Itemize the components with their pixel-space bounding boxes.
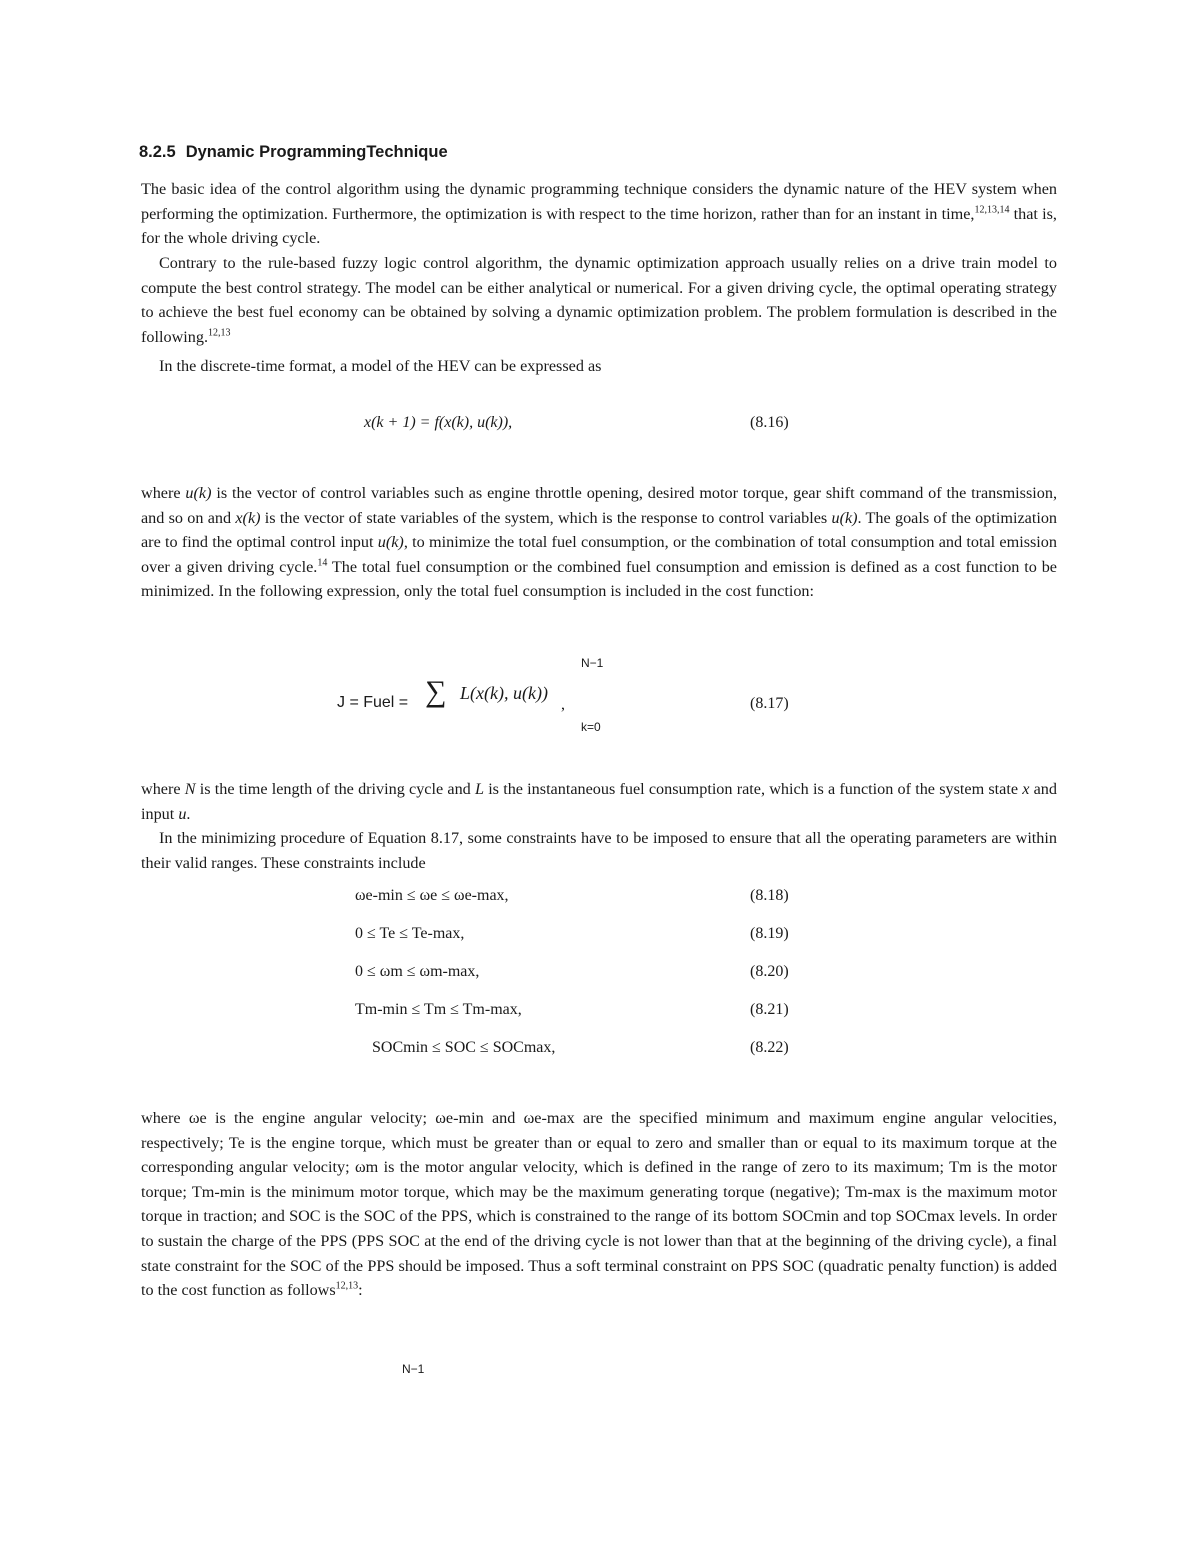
paragraph-constraints: In the minimizing procedure of Equation 8.17, some constraints have to be imposed to ensure that all the operating parameters are within their valid ranges. These constraints include — [141, 829, 1057, 872]
variable: u — [178, 804, 187, 823]
citation: 14 — [317, 557, 328, 569]
section-number: 8.2.5 — [139, 143, 176, 161]
text: where ωe is the engine angular velocity; ωe-min and ωe-max are the specified minimum and maximum engine angular velocities, respectively; Te is the engine torque, which must be greater than or equal to zero and smaller than or equal to its maximum torque at the corresponding angular velocity; ωm is the motor angular velocity, which is defined in the range of zero to its maximum; Tm is the motor torque; Tm-min is the minimum motor torque, which may be the maximum generating torque (negative); Tm-max is the maximum motor torque in traction; and SOC is the SOC of the PPS, which is constrained to the range of its bottom SOCmin and top SOCmax levels. In order to sustain the charge of the PPS (PPS SOC at the end of the driving cycle is not lower than that at the beginning of the driving cycle), a final state constraint for the SOC of the PPS should be imposed. Thus a soft terminal constraint on PPS SOC (quadratic penalty function) is added to the cost function as follows — [141, 1109, 1057, 1300]
sum-upper-limit: N−1 — [402, 1362, 425, 1376]
equation-number: (8.21) — [750, 1001, 789, 1018]
paragraph-where-n — [141, 777, 1057, 826]
citation: 12,13,14 — [974, 204, 1010, 216]
paragraph-discrete: In the discrete-time format, a model of the HEV can be expressed as — [159, 357, 602, 375]
variable: u(k) — [831, 508, 858, 527]
paragraph-contrary — [141, 251, 1057, 349]
text: : — [358, 1281, 363, 1300]
summation-symbol: ∑ — [425, 675, 447, 708]
variable: u(k) — [377, 533, 404, 552]
text: and input — [141, 780, 1057, 823]
text: where — [141, 484, 186, 502]
paragraph-where-omega — [141, 1106, 1057, 1303]
equation-number: (8.18) — [750, 887, 789, 904]
sum-upper-limit: N−1 — [581, 656, 604, 670]
equation-number: (8.19) — [750, 925, 789, 942]
paragraph-contrary-text: Contrary to the rule-based fuzzy logic control algorithm, the dynamic optimization approach usually relies on a drive train model to compute the best control strategy. The model can be either analytical or numerical. For a given driving cycle, the optimal operating strategy to achieve the best fuel economy can be obtained by solving a dynamic optimization problem. The problem formulation is described in the following. — [141, 254, 1057, 346]
cost-function-body — [460, 683, 548, 704]
constraint-8-20: 0 ≤ ωm ≤ ωm-max, — [355, 963, 480, 980]
paragraph-intro-text: The basic idea of the control algorithm using the dynamic programming technique considers the dynamic nature of the HEV system when performing the optimization. Furthermore, the optimization is with respect to the time horizon, rather than for an instant in time, — [141, 180, 1057, 223]
text: is the instantaneous fuel consumption rate, which is a function of the system state — [483, 780, 1023, 798]
constraint-8-22: SOCmin ≤ SOC ≤ SOCmax, — [372, 1039, 556, 1056]
text: is the vector of state variables of the system, which is the response to control variables — [260, 508, 832, 527]
cost-function-comma: , — [561, 696, 565, 713]
equation-text: x(k + 1) = f(x(k), u(k)), — [364, 414, 513, 431]
variable: x — [1022, 780, 1030, 798]
text: . — [186, 804, 191, 823]
text: where — [141, 780, 185, 798]
text: The total fuel consumption or the combined fuel consumption and emission is defined as a cost function to be minimized. In the following expression, only the total fuel consumption is included in the cost function: — [141, 557, 1057, 601]
section-heading — [139, 143, 448, 162]
paragraph-intro-tail: that is, for the whole driving cycle. — [141, 204, 1057, 248]
sum-lower-limit: k=0 — [581, 720, 601, 734]
section-title: Dynamic ProgrammingTechnique — [185, 143, 448, 161]
equation-number: (8.22) — [750, 1039, 789, 1056]
variable: u(k) — [185, 484, 212, 502]
variable: L — [474, 780, 484, 798]
equation-number: (8.20) — [750, 963, 789, 980]
text: is the vector of control variables such as engine throttle opening, desired motor torque, gear shift command of the transmission, and so on and — [141, 484, 1057, 527]
variable: x(k) — [235, 508, 261, 527]
equation-8-16 — [364, 414, 512, 432]
text: . The goals of the optimization are to find the optimal control input — [141, 508, 1058, 552]
variable: N — [184, 780, 196, 798]
constraint-8-18: ωe-min ≤ ωe ≤ ωe-max, — [355, 887, 509, 904]
cost-function-lhs: J = Fuel = — [337, 694, 409, 711]
text: , to minimize the total fuel consumption, or the combination of total consumption and total emission over a given driving cycle. — [141, 533, 1057, 576]
equation-number: (8.16) — [750, 414, 789, 431]
equation-number: (8.17) — [750, 695, 789, 712]
constraint-8-21: Tm-min ≤ Tm ≤ Tm-max, — [355, 1001, 522, 1018]
paragraph-intro — [141, 177, 1057, 251]
text: is the time length of the driving cycle and — [195, 780, 475, 798]
paragraph-where-u — [141, 481, 1057, 604]
citation: 12,13 — [208, 327, 231, 339]
constraint-8-19: 0 ≤ Te ≤ Te-max, — [355, 925, 465, 942]
equation-text: L(x(k), u(k)) — [460, 683, 548, 703]
citation: 12,13 — [335, 1280, 359, 1292]
